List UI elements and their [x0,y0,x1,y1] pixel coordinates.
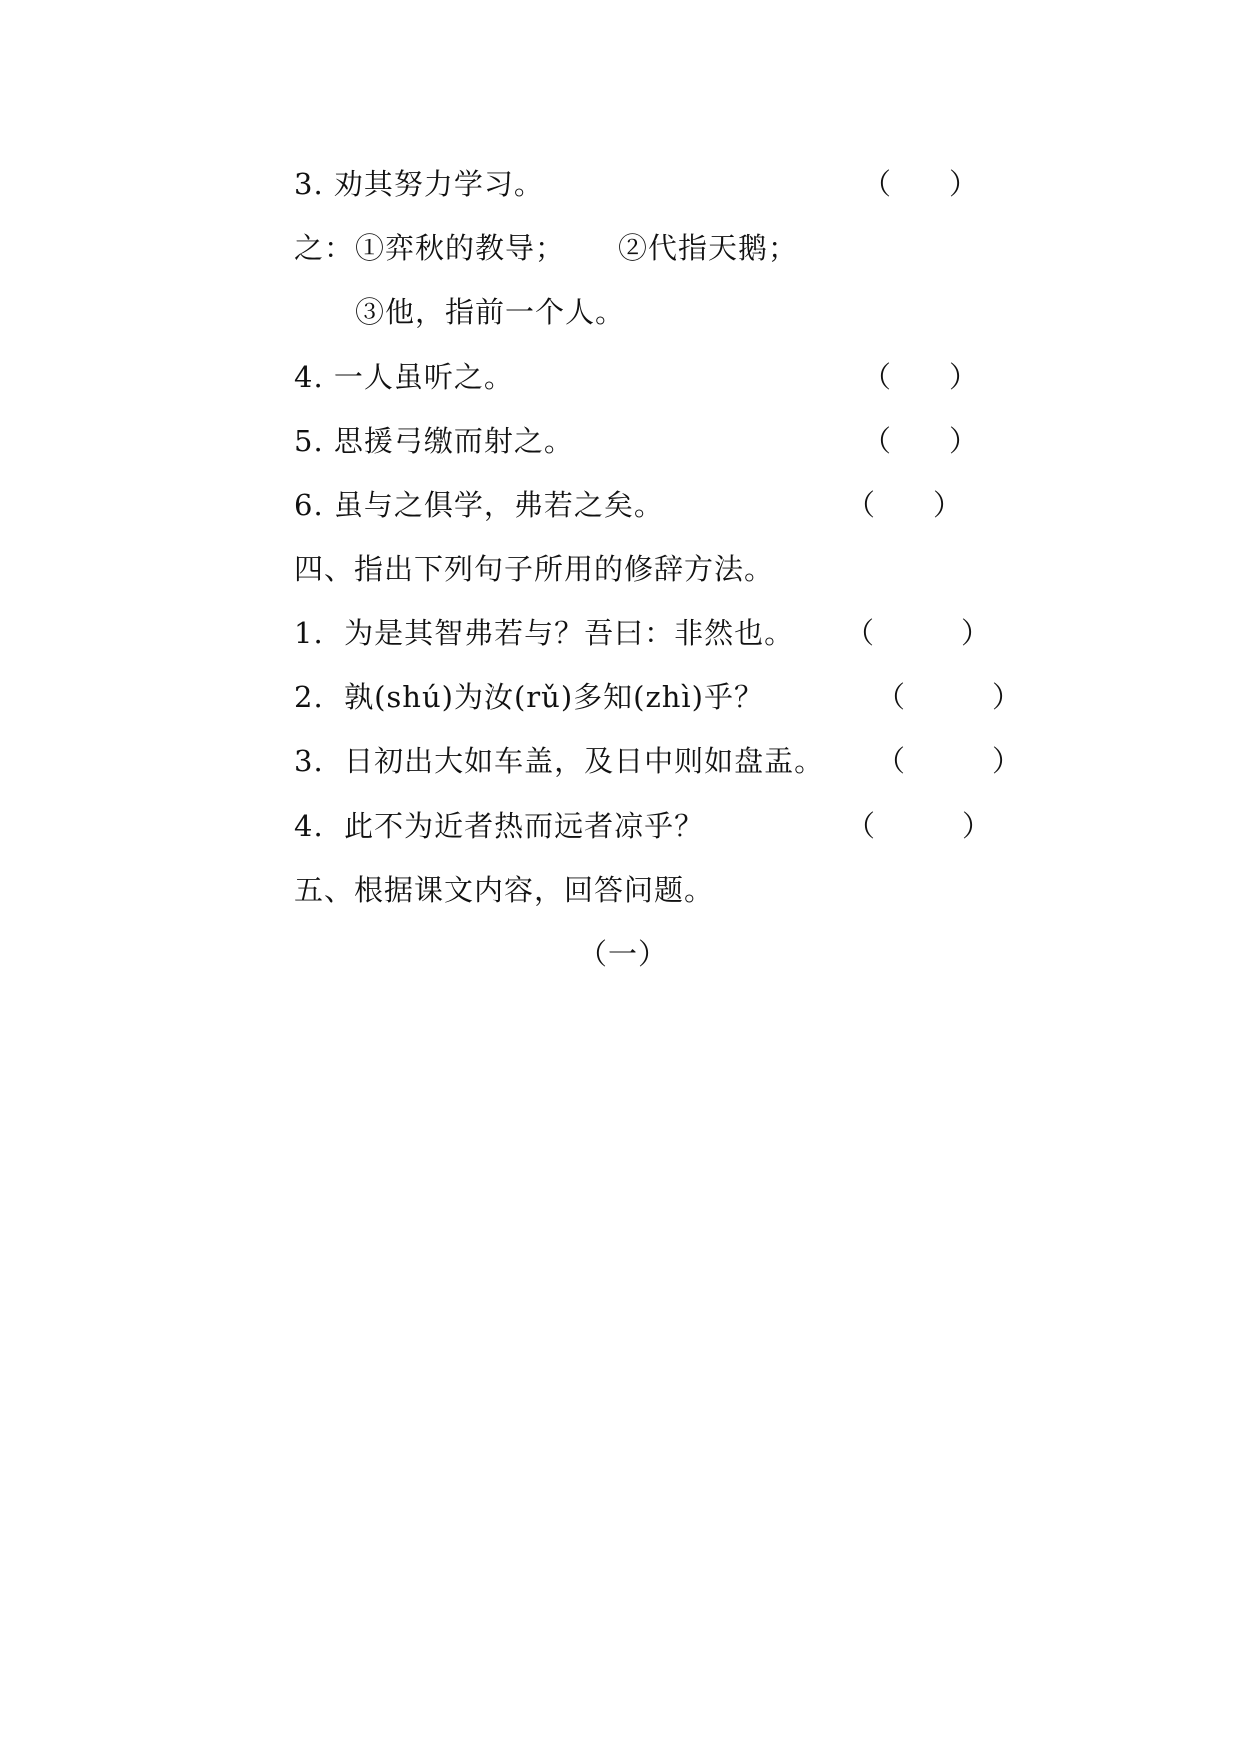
rhetoric-answer-2: （ ） [876,680,1022,714]
question-3-text: 3. 劝其努力学习。 [294,167,544,201]
rhetoric-question-1: 1. 为是其智弗若与？吾曰：非然也。 [294,616,795,650]
rhetoric-answer-3: （ ） [876,744,1022,778]
section-5-heading: 五、根据课文内容，回答问题。 [294,873,715,907]
zhi-option-2: ②代指天鹅； [618,231,799,265]
question-5-text: 5. 思援弓缴而射之。 [294,424,574,458]
section-5-subheading: （一） [578,937,669,971]
section-4-heading: 四、指出下列句子所用的修辞方法。 [294,552,775,586]
zhi-option-3: ③他，指前一个人。 [355,295,626,329]
rhetoric-question-3: 3. 日初出大如车盖，及日中则如盘盂。 [294,744,825,778]
answer-blank-5: （ ） [862,424,979,458]
question-4-text: 4. 一人虽听之。 [294,360,514,394]
rhetoric-answer-1: （ ） [845,616,991,650]
answer-blank-6: （ ） [846,488,963,522]
rhetoric-question-2: 2. 孰(shú)为汝(rǔ)多知(zhì)乎？ [294,680,764,714]
zhi-option-1: ①弈秋的教导； [355,231,566,265]
rhetoric-answer-4: （ ） [846,809,992,843]
answer-blank-4: （ ） [862,360,979,394]
rhetoric-question-4: 4. 此不为近者热而远者凉乎？ [294,809,705,843]
question-6-text: 6. 虽与之俱学，弗若之矣。 [294,488,664,522]
zhi-label: 之： [294,231,355,265]
answer-blank-3: （ ） [862,167,979,201]
